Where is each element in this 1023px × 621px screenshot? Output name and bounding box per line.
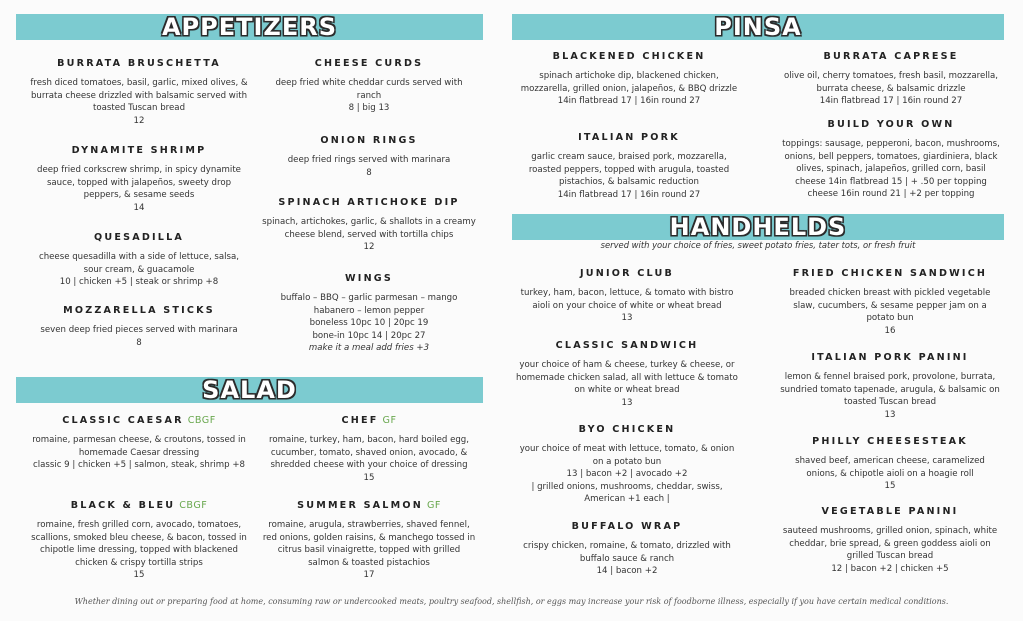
menu-item-wings <box>262 273 476 355</box>
handhelds-heading: HANDHELDS <box>669 213 847 241</box>
menu-item-italian-pork <box>520 132 738 201</box>
item-name: PHILLY CHEESESTEAK <box>812 436 968 447</box>
handhelds-banner <box>512 214 1004 240</box>
item-name: DYNAMITE SHRIMP <box>71 145 207 156</box>
item-name: BLACKENED CHICKEN <box>552 51 706 62</box>
item-price: classic 9 | chicken +5 | salmon, steak, shrimp +8 <box>32 460 246 471</box>
item-price: 8 <box>136 337 142 348</box>
item-description: cheese quesadilla with a side of lettuce, salsa, sour cream, & guacamole <box>38 252 240 275</box>
item-name: VEGETABLE PANINI <box>821 506 959 517</box>
dietary-tag: CBGF <box>187 415 216 426</box>
menu-item-cheese-curds <box>262 58 476 115</box>
pinsa-heading: PINSA <box>714 13 802 41</box>
item-name: ONION RINGS <box>320 135 418 146</box>
item-description: your choice of ham & cheese, turkey & cheese, or homemade chicken salad, all with lettuce & tomato on white or wheat bread <box>516 360 738 396</box>
item-price: boneless 10pc 10 | 20pc 19 <box>309 318 429 329</box>
menu-item-buffalo-wrap <box>514 521 740 578</box>
item-price: 13 <box>621 397 633 408</box>
item-price: 14 <box>133 202 145 213</box>
item-description: toppings: sausage, pepperoni, bacon, mushrooms, onions, bell peppers, tomatoes, giardiniera, black olives, spinach, jalapeños, grilled corn, basil <box>782 139 1000 175</box>
item-description: romaine, parmesan cheese, & croutons, tossed in homemade Caesar dressing <box>32 435 246 458</box>
item-price: 8 | big 13 <box>348 103 390 114</box>
menu-item-mozzarella-sticks <box>30 305 248 349</box>
dietary-tag: CBGF <box>179 500 208 511</box>
item-description: romaine, fresh grilled corn, avocado, tomatoes, scallions, smoked bleu cheese, & bacon, tossed in chipotle lime dressing, topped with blackened chicken & crispy tortilla strips <box>31 520 247 568</box>
item-description: breaded chicken breast with pickled vegetable slaw, cucumbers, & sesame pepper jam on a potato bun <box>789 288 991 324</box>
item-description: deep fried white cheddar curds served with ranch <box>275 78 463 101</box>
dietary-tag: GF <box>426 500 441 511</box>
item-description: romaine, turkey, ham, bacon, hard boiled egg, cucumber, tomato, shaved onion, avocado, & shredded cheese with your choice of dressing <box>268 435 469 471</box>
item-name <box>262 500 476 512</box>
item-price: 8 <box>366 167 372 178</box>
item-name <box>262 415 476 427</box>
item-name: JUNIOR CLUB <box>580 268 674 279</box>
item-description: olive oil, cherry tomatoes, fresh basil, mozzarella, burrata cheese, & balsamic drizzle <box>783 71 999 94</box>
menu-item-byo-chicken <box>514 424 740 506</box>
appetizers-banner <box>16 14 483 40</box>
item-note: make it a meal add fries +3 <box>308 343 430 354</box>
item-description: seven deep fried pieces served with marinara <box>40 325 238 335</box>
item-price: | grilled onions, mushrooms, cheddar, swiss, American +1 each | <box>531 481 723 505</box>
item-description: spinach artichoke dip, blackened chicken, mozzarella, grilled onion, jalapeños, & BBQ drizzle <box>520 71 738 94</box>
item-description: your choice of meat with lettuce, tomato, & onion on a potato bun <box>519 444 735 467</box>
menu-item-black-bleu <box>30 500 248 582</box>
item-title: CLASSIC CAESAR <box>62 415 184 426</box>
menu-item-classic-caesar <box>30 415 248 472</box>
handhelds-note: served with your choice of fries, sweet potato fries, tater tots, or fresh fruit <box>600 240 916 250</box>
item-description: romaine, arugula, strawberries, shaved fennel, red onions, golden raisins, & manchego tossed in citrus basil vinaigrette, topped with grilled salmon & toasted pistachios <box>262 520 476 568</box>
item-price: 12 <box>133 115 145 126</box>
item-name: CHEESE CURDS <box>314 58 424 69</box>
item-name: FRIED CHICKEN SANDWICH <box>792 268 988 279</box>
menu-item-burrata-caprese <box>782 51 1000 108</box>
item-price: 16 <box>884 325 896 336</box>
item-name: ITALIAN PORK PANINI <box>811 352 969 363</box>
salad-banner <box>16 377 483 403</box>
item-name: MOZZARELLA STICKS <box>63 305 215 316</box>
item-description: spinach, artichokes, garlic, & shallots in a creamy cheese blend, served with tortilla chips <box>262 217 476 240</box>
menu-item-onion-rings <box>262 135 476 179</box>
menu-item-build-your-own <box>782 119 1000 201</box>
item-description: deep fried corkscrew shrimp, in spicy dynamite sauce, topped with jalapeños, sweety drop peppers, & sesame seeds <box>37 165 241 201</box>
item-title: BLACK & BLEU <box>70 500 176 511</box>
item-description: deep fried rings served with marinara <box>287 155 451 165</box>
item-description: sauteed mushrooms, grilled onion, spinach, white cheddar, brie spread, & green goddess aioli on grilled Tuscan bread <box>782 526 998 562</box>
item-name: WINGS <box>345 273 393 284</box>
item-price: 13 <box>621 313 633 324</box>
item-price: 13 | bacon +2 | avocado +2 <box>566 469 688 480</box>
item-title: SUMMER SALMON <box>297 500 423 511</box>
food-safety-disclaimer: Whether dining out or preparing food at home, consuming raw or undercooked meats, poultry seafood, shellfish, or eggs may increase your risk of foodborne illness, especially if you have certain medical conditions. <box>74 597 949 606</box>
item-description: shaved beef, american cheese, caramelized onions, & chipotle aioli on a hoagie roll <box>795 456 985 479</box>
item-price: 15 <box>363 472 375 483</box>
item-price: cheese 16in round 21 | +2 per topping <box>807 189 975 200</box>
item-name: SPINACH ARTICHOKE DIP <box>278 197 460 208</box>
dietary-tag: GF <box>382 415 397 426</box>
item-description: crispy chicken, romaine, & tomato, drizzled with buffalo sauce & ranch <box>523 541 731 564</box>
item-price: 12 <box>363 242 375 253</box>
menu-item-summer-salmon <box>262 500 476 582</box>
menu-item-dynamite-shrimp <box>30 145 248 214</box>
item-name: QUESADILLA <box>93 232 185 243</box>
menu-item-italian-pork-panini <box>780 352 1000 421</box>
menu-item-fried-chicken-sandwich <box>780 268 1000 337</box>
item-name <box>30 500 248 512</box>
item-description: fresh diced tomatoes, basil, garlic, mixed olives, & burrata cheese drizzled with balsamic served with toasted Tuscan bread <box>30 78 248 114</box>
item-name: BUILD YOUR OWN <box>827 119 955 130</box>
item-description: turkey, ham, bacon, lettuce, & tomato with bistro aioli on your choice of white or wheat bread <box>520 288 734 311</box>
item-price: cheese 14in flatbread 15 | + .50 per topping <box>795 176 987 187</box>
item-description: buffalo – BBQ – garlic parmesan – mango habanero – lemon pepper <box>280 293 458 316</box>
item-name: ITALIAN PORK <box>578 132 680 143</box>
item-name: BURRATA BRUSCHETTA <box>57 58 221 69</box>
item-name <box>30 415 248 427</box>
item-price: 15 <box>884 481 896 492</box>
item-price: 14in flatbread 17 | 16in round 27 <box>557 96 701 107</box>
menu-item-quesadilla <box>30 232 248 289</box>
item-name: BYO CHICKEN <box>578 424 676 435</box>
item-name: CLASSIC SANDWICH <box>555 340 699 351</box>
item-price: 15 <box>133 570 145 581</box>
menu-item-classic-sandwich <box>514 340 740 409</box>
item-title: CHEF <box>341 415 379 426</box>
item-price: 13 <box>884 409 896 420</box>
pinsa-banner <box>512 14 1004 40</box>
menu-item-vegetable-panini <box>780 506 1000 575</box>
item-description: lemon & fennel braised pork, provolone, burrata, sundried tomato tapenade, arugula, & balsamic on toasted Tuscan bread <box>780 372 1000 408</box>
item-price: 14 | bacon +2 <box>596 566 658 577</box>
item-description: garlic cream sauce, braised pork, mozzarella, roasted peppers, topped with arugula, toasted pistachios, & balsamic reduction <box>528 152 730 188</box>
menu-item-chef <box>262 415 476 484</box>
salad-heading: SALAD <box>202 376 297 404</box>
item-name: BURRATA CAPRESE <box>823 51 959 62</box>
menu-item-spinach-artichoke-dip <box>262 197 476 254</box>
menu-item-burrata-bruschetta <box>30 58 248 127</box>
item-price: 14in flatbread 17 | 16in round 27 <box>557 189 701 200</box>
menu-item-junior-club <box>514 268 740 325</box>
item-price: 14in flatbread 17 | 16in round 27 <box>819 96 963 107</box>
appetizers-heading: APPETIZERS <box>161 13 337 41</box>
item-price: 12 | bacon +2 | chicken +5 <box>831 563 949 574</box>
item-price: 10 | chicken +5 | steak or shrimp +8 <box>59 277 219 288</box>
menu-item-philly-cheesesteak <box>780 436 1000 493</box>
item-price: bone-in 10pc 14 | 20pc 27 <box>312 330 426 341</box>
menu-item-blackened-chicken <box>520 51 738 108</box>
item-name: BUFFALO WRAP <box>571 521 683 532</box>
item-price: 17 <box>363 570 375 581</box>
